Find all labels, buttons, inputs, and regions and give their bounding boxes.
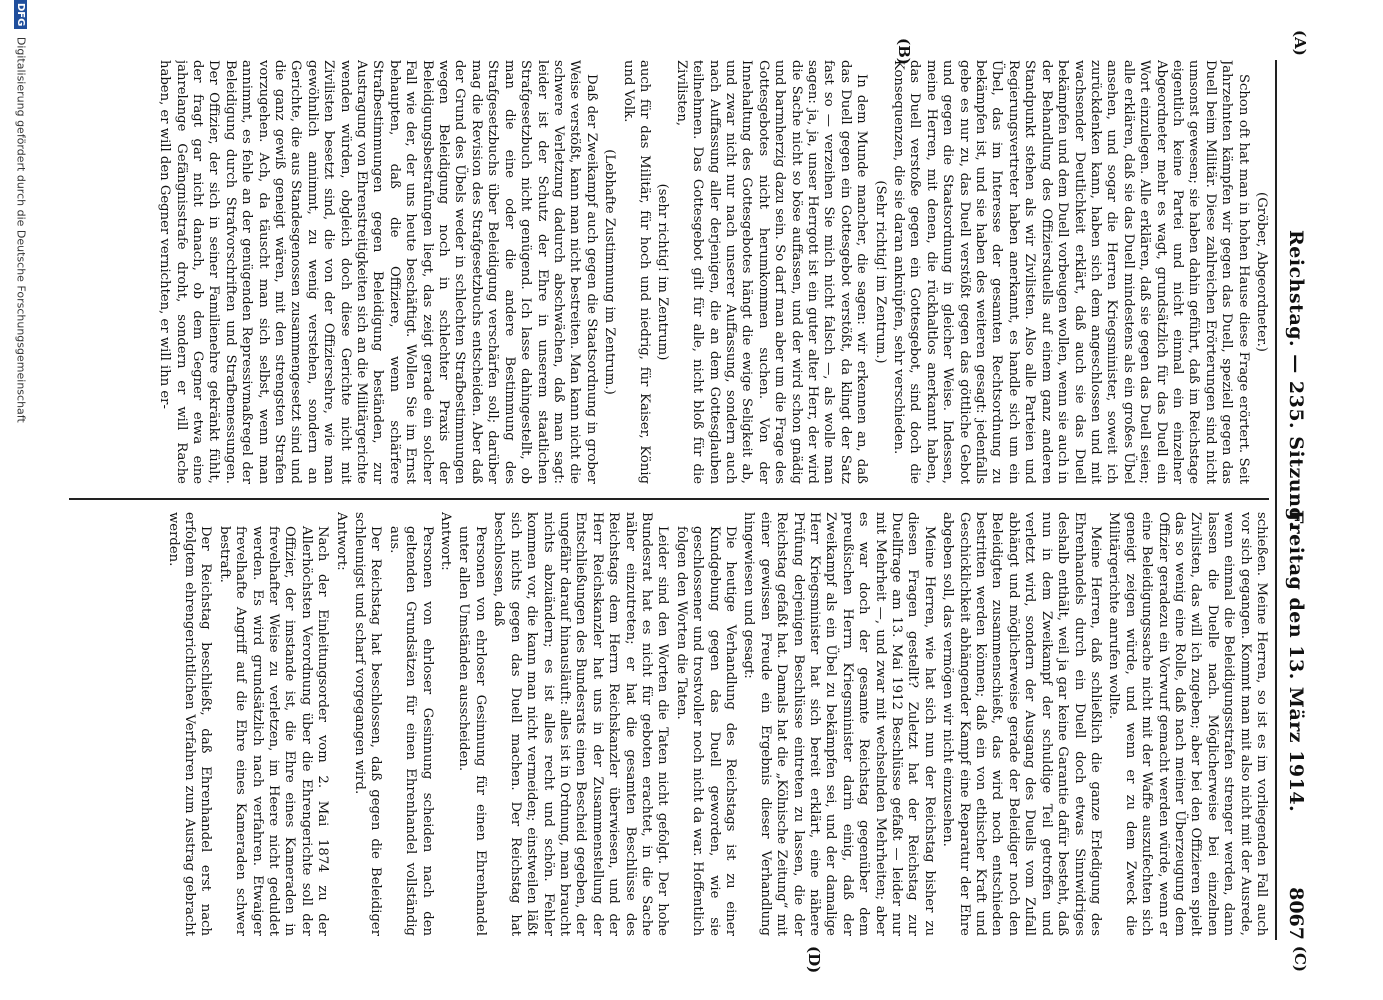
answer-item: Personen von ehrloser Gesinnung scheiden nach den geltenden Grundsätzen für einen Ehrenhandel vollständig aus. (386, 526, 435, 936)
interjection: (sehr richtig! im Zentrum) (655, 183, 671, 361)
block-quote: Die heutige Verhandlung des Reichstags ist zu einer Kundgebung gegen das Duell geworden, wie sie geschlossener und trostvoller noch nicht da war. Hoffentlich folgen den Worten die Taten. (673, 526, 738, 936)
answer-label: Antwort: (438, 512, 454, 571)
margin-mark-c: (C) (1291, 945, 1309, 972)
paragraph: Der Reichstag beschließt, daß Ehrenhandel erst nach erfolgtem ehrengerichtlichen Verfahren zum Austrag gebracht werden. (165, 512, 214, 936)
paragraph: Meine Herren, daß schließlich die ganze Erledigung des Ehrenhandels durch ein Duell doch etwas Sinnwidriges deshalb enthält, weil ja gar keine Garantie dafür besteht, daß nun in dem Zweikampf der schuldige Teil getroffen und verletzt wird, sondern der Ausgang des Duells vom Zufall abhängt und möglicherweise gerade der Beleidiger noch den Beleidigten zusammenschießt, das wird noch entschieden bestritten werden können; daß ein von ethischer Kraft und Geschicklichkeit abhängender Kampf eine Reparatur der Ehre abgeben soll, das vermögen wir nicht einzusehen. (940, 512, 1103, 936)
page-header (1275, 30, 1313, 972)
paragraph: In dem Munde mancher, die sagen: wir erkennen an, daß das Duell gegen ein Gottesgebot verstößt, da klingt der Satz fast so — verzeihen Sie mich nicht falsch —, als wolle man sagen: ja, ja, unser Herrgott ist ein guter alter Herr, der wird die Sache nicht so böse auffassen, und der wird schon gnädig und barmherzig dazu sein. So darf man aber um die Frage des Gottesgebotes nicht herumkommen suchen. Von der Innehaltung des Gottesgebotes hängt die ewige Seligkeit ab, und zwar nicht nur nach unserer Auffassung, sondern auch nach Auffassung aller derjenigen, die an dem Gottesglauben teilnehmen. Das Gottesgebot gilt für alle, nicht bloß für die Zivilisten, (673, 60, 870, 484)
speaker-label: (Gröber, Abgeordneter.) (1254, 192, 1269, 352)
header-date: Freitag den 13. März 1914. (1285, 510, 1307, 813)
dfg-logo: DFG (15, 0, 28, 29)
resolution-item: Personen von ehrloser Gesinnung für einen Ehrenhandel unter allen Umständen ausscheiden. (456, 526, 488, 936)
page-number: 8067 (1285, 887, 1307, 940)
margin-mark-a: (A) (1291, 30, 1309, 56)
paragraph: auch für das Militär, für hoch und niedrig, für Kaiser, König und Volk. (620, 60, 652, 484)
paragraph: Der Reichstag hat beschlossen, daß gegen die Beleidiger schleunigst und scharf vorgegangen wird. (352, 512, 384, 936)
column-divider (69, 498, 1269, 500)
header-title: Reichstag. — 235. Sitzung. (1285, 230, 1307, 529)
page-footer (6, 0, 28, 1000)
answer-item: Nach der Einleitungsorder vom 2. Mai 1874 zu der Allerhöchsten Verordnung über die Ehrengerichte soll der Offizier, der imstande ist, die Ehre eines Kameraden in frevelhafter Weise zu verletzen, im Heere nicht geduldet werden. Es wird grundsätzlich nach verfahren. Etwaiger frevelhafte Angriff auf die Ehre eines Kameraden schwer bestraft. (216, 526, 331, 936)
margin-mark-d: (D) (805, 946, 823, 974)
paragraph: Schon oft hat man in hohen Hause diese Frage erörtert. Seit Jahrzehnten kämpfen wir gegen das Duell, speziell gegen das Duell beim Militär. Diese zahlreichen Erörterungen sind nicht umsonst gewesen; sie haben dahin geführt, daß im Reichstage eigentlich keine Partei und nicht einmal ein einzelner Abgeordneter mehr es wagt, grundsätzlich für das Duell ein Wort einzulegen. Alle erklären, daß sie gegen das Duell seien; alle erklären, daß sie das Duell mindestens als ein großes Übel ansehen, und sogar die Herren Kriegsminister, soweit ich zurückdenken kann, haben sich dem angeschlossen und mit wachsender Deutlichkeit erklärt, daß auch sie das Duell bekämpfen und dem Duell vorbeugen wollen, wenn sie auch in der Behandlung des Offiziersduells auf einem ganz anderen Standpunkt stehen als wir Zivilisten. Also alle Parteien und Regierungsvertreter haben anerkannt, es handle sich um ein Übel, das im Interesse der gesamten Rechtsordnung zu bekämpfen ist, und sie haben des weiteren gesagt: jedenfalls gebe es nur zu, das Duell verstößt gegen das göttliche Gebot und gegen die Staatsordnung in gleicher Weise. Indessen, meine Herren, mit denen, die rückhaltlos anerkannt haben, das Duell verstoße gegen ein Gottesgebot, sind doch die Konsequenzen, die sie daran anknüpfen, sehr verschieden. (891, 60, 1251, 484)
answer-label: Antwort: (333, 512, 349, 571)
interjection: (Lebhafte Zustimmung im Zentrum.) (602, 149, 618, 395)
paragraph: Meine Herren, wie hat sich nun der Reichstag bisher zu diesen Fragen gestellt? Zuletzt hat der Reichstag zur Duellfrage am 13. Mai 1912 Beschlüsse gefaßt — leider nur mit Mehrheit —, und zwar mit wechselnden Mehrheiten; aber es war doch der gesamte Reichstag gegenüber dem preußischen Herrn Kriegsminister darin einig, daß der Zweikampf als ein Übel zu bekämpfen sei, und der damalige Herr Kriegsminister hat sich bereit erklärt, eine nähere Prüfung derjenigen Beschlüsse eintreten zu lassen, die der Reichstag gefaßt hat. Damals hat die „Kölnische Zeitung“ mit einer gewissen Freude ein Ergebnis dieser Verhandlung hingewiesen und gesagt: (741, 512, 937, 936)
interjection: (Sehr richtig! im Zentrum.) (872, 180, 888, 364)
paragraph: Leider sind den Worten die Taten nicht gefolgt. Der hohe Bundesrat hat es nicht für geboten erachtet, in die Sache näher einzutreten; er hat die gesamten Beschlüsse des Reichstags dem Herrn Reichskanzler überwiesen, und der Herr Reichskanzler hat uns in der Zusammenstellung der Entschließungen des Bundesrats einen Bescheid gegeben, der ungefähr darauf hinausläuft: alles ist in Ordnung, man braucht nichts abzuändern; es ist alles recht und schön. Fehler kommen vor, die kann man nicht vermeiden; einstweilen läßt sich nichts gegen das Duell machen. Der Reichstag hat beschlossen, daß (491, 512, 671, 936)
paragraph: Daß der Zweikampf auch gegen die Staatsordnung in grober Weise verstößt, kann man nicht bestreiten. Man kann nicht die schwere Verletzung dadurch abschwächen, daß man sagt: leider ist der Schutz der Ehre in unserem staatlichen Strafgesetzbuch nicht genügend. Ich lasse dahingestellt, ob man die eine oder die andere Bestimmung des Strafgesetzbuchs über Beleidigung verschärfen soll; darüber mag die Revision des Strafgesetzbuchs entscheiden. Aber daß der Grund des Übels weder in schlechten Strafbestimmungen wegen Beleidigung noch in schlechter Praxis der Beleidigungsbestrafungen liegt, das zeigt gerade ein solcher Fall wie der, der uns heute beschäftigt. Wollen Sie im Ernst behaupten, daß die Offiziere, wenn schärfere Strafbestimmungen gegen Beleidigung beständen, zur Austragung von Ehrenstreitigkeiten sich an die Militärgerichte wenden würden, obgleich doch diese Gerichte nicht mit Zivilisten besetzt sind, die von der Offiziersehre, wie man gewöhnlich annimmt, zu wenig verstehen, sondern an Gerichte, die aus Standesgenossen zusammengesetzt sind und die ganz gewiß geneigt wären, mit den strengsten Strafen vorzugehen. Ach, da täuscht man sich selbst, wenn man annimmt, es fehle an der genügenden Repressivmaßregel der Beleidigung durch Strafvorschriften und Strafbemessungen. Der Offizier, der sich in seiner Familienehre gekränkt fühlt, der fragt gar nicht danach, ob dem Gegner etwa eine jahrelange Gefängnisstrafe droht, sondern er will Rache haben, er will den Gegner vernichten, er will ihn er- (157, 60, 599, 484)
paragraph: schießen. Meine Herren, so ist es im vorliegenden Fall auch vor sich gegangen. Kommt man mit also nicht mit der Ausrede, wenn einmal die Beleidigungsstrafen strenger werden, dann lassen die Duelle nach. Möglicherweise bei einzelnen Zivilisten, das will ich zugeben; aber bei den Offizieren spielt das so wenig eine Rolle, daß nach meiner Überzeugung dem Offizier geradezu ein Vorwurf gemacht werden würde, wenn er eine Beleidigungssache nicht mit der Waffe auszufechten sich geneigt zeigen würde, und wenn er zu dem Zweck die Militärgerichte anrufen wollte. (1106, 512, 1269, 936)
right-column (89, 512, 1269, 936)
funding-note: Digitalisierung gefördert durch die Deutsche Forschungsgemeinschaft (14, 36, 28, 423)
left-column (89, 60, 1269, 484)
margin-mark-b: (B) (895, 38, 913, 65)
